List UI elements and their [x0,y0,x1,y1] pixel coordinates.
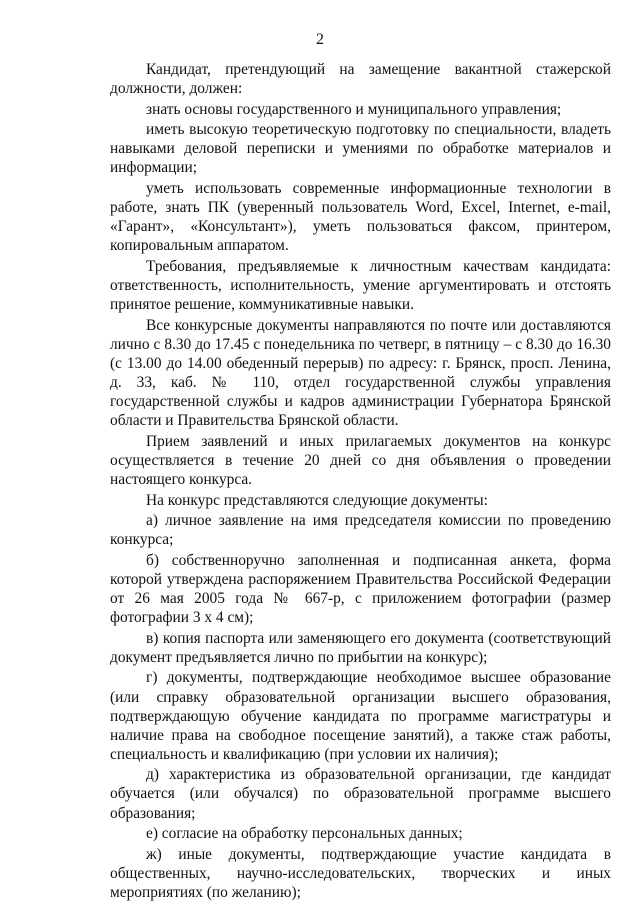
list-item-v: в) копия паспорта или заменяющего его документа (соответствующий документ предъявляется лично по прибытии на конкурс); [110,629,611,666]
list-item-d: д) характеристика из образовательной организации, где кандидат обучается (или обучался) по образовательной программе высшего образования; [110,766,611,822]
page-number: 2 [316,31,324,48]
paragraph-it-skills: уметь использовать современные информационные технологии в работе, знать ПК (уверенный пользователь Word, Excel, Internet, e-mail, «Гарант», «Консультант»), уметь пользоваться факсом, принтером, копировальным аппаратом. [110,180,611,255]
paragraph-know-basics: знать основы государственного и муниципального управления; [146,100,562,118]
list-item-e: е) согласие на обработку персональных данных; [146,825,463,843]
paragraph-candidate-intro: Кандидат, претендующий на замещение вакантной стажерской должности, должен: [110,61,611,98]
paragraph-personal-qualities: Требования, предъявляемые к личностным качествам кандидата: ответственность, исполнительность, умение аргументировать и отстоять принятое решение, коммуникативные навыки. [110,257,611,314]
paragraph-delivery-address: Все конкурсные документы направляются по почте или доставляются лично с 8.30 до 17.45 с понедельника по четверг, в пятницу – с 8.30 до 16.30 (с 13.00 до 14.00 обеденный перерыв) по адресу: г. Брянск, просп. Ленина, д. 33, каб. № 110, отдел государственной службы управления государственной службы и кадров администрации Губернатора Брянской области и Правительства Брянской области. [110,316,611,430]
list-item-a: а) личное заявление на имя председателя комиссии по проведению конкурса; [110,512,611,549]
paragraph-acceptance-period: Прием заявлений и иных прилагаемых документов на конкурс осуществляется в течение 20 дней со дня объявления о проведении настоящего конкурса. [110,432,611,488]
list-item-g: г) документы, подтверждающие необходимое высшее образование (или справку образовательной организации высшего образования, подтверждающую обучение кандидата по программе магистратуры и наличие права на свободное посещение занятий), а также стаж работы, специальность и квалификацию (при условии их наличия); [110,669,611,763]
paragraph-documents-intro: На конкурс представляются следующие документы: [146,491,488,509]
paragraph-theory-skills: иметь высокую теоретическую подготовку по специальности, владеть навыками деловой переписки и умениями по обработке материалов и информации; [110,121,611,177]
list-item-zh: ж) иные документы, подтверждающие участие кандидата в общественных, научно-исследовательских, творческих и иных мероприятиях (по желанию); [110,845,611,901]
list-item-b: б) собственноручно заполненная и подписанная анкета, форма которой утверждена распоряжением Правительства Российской Федерации от 26 мая 2005 года № 667-р, с приложением фотографии (размер фотографии 3 х 4 см); [110,551,611,627]
body-text [110,60,611,902]
